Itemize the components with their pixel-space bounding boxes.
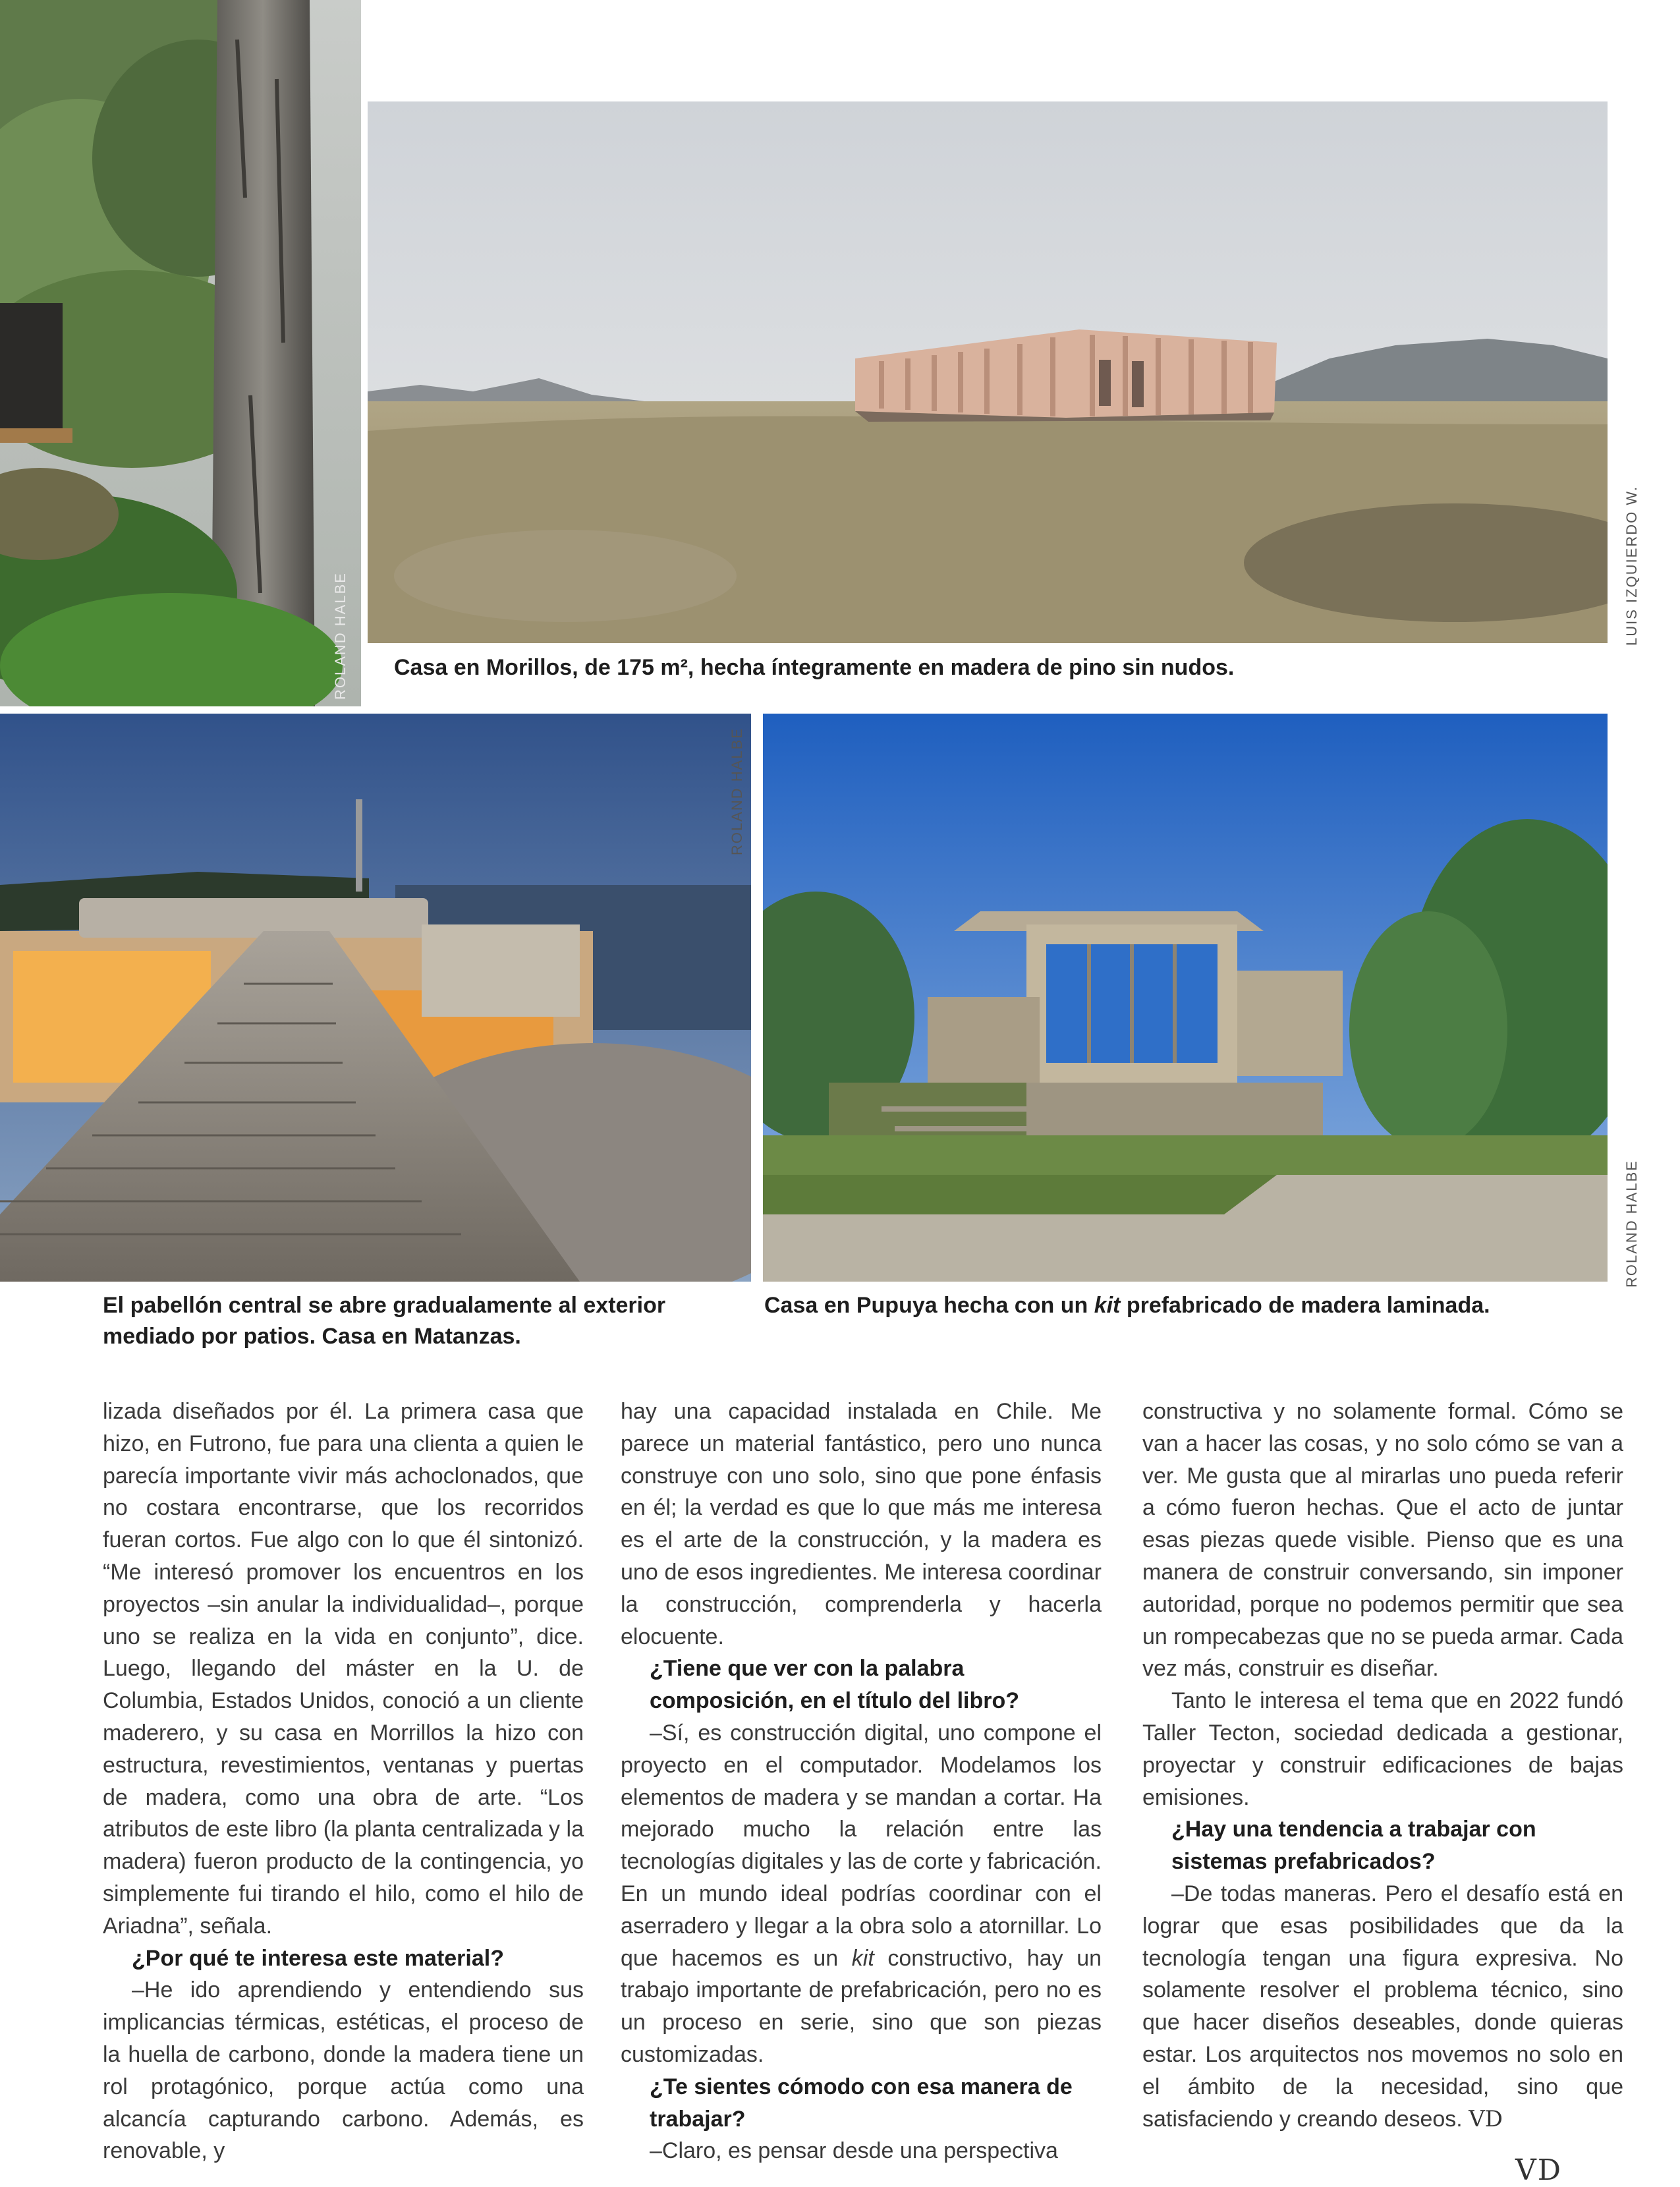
photo-credit-morillos: LUIS IZQUIERDO W.: [1623, 485, 1640, 646]
interview-question: ¿Tiene que ver con la palabra composición, en el título del libro?: [650, 1656, 1020, 1714]
interview-answer: [1142, 1878, 1623, 2135]
interview-answer: [621, 1717, 1102, 2071]
magazine-footer-mark: VD: [1515, 2153, 1563, 2187]
caption-matanzas: El pabellón central se abre gradualamente al exterior mediado por patios. Casa en Matanzas.: [103, 1293, 666, 1349]
paragraph: hay una capacidad instalada en Chile. Me parece un material fantástico, pero uno nunca construye con uno solo, sino que pone énfasis en él; la verdad es que lo que más me interesa es el arte de la construcción, y la madera es uno de esos ingredientes. Me interesa coordinar la construcción, comprenderla y hacerla elocuente.: [621, 1399, 1102, 1649]
photo-casa-morillos: [368, 101, 1608, 643]
caption-pupuya-part2: prefabricado de madera laminada.: [1120, 1293, 1490, 1318]
article-column-1: [103, 1396, 584, 2167]
matanzas-illustration: [0, 714, 751, 1282]
photo-casa-pupuya: [763, 714, 1608, 1282]
answer-text: constructivo, hay un trabajo importante de prefabricación, pero no es un proceso en serie, sino que son piezas customizadas.: [621, 1945, 1102, 2067]
caption-pupuya: [764, 1290, 1608, 1321]
photo-casa-matanzas: [0, 714, 751, 1282]
photo-credit-forest: ROLAND HALBE: [332, 572, 349, 700]
end-mark: VD: [1469, 2105, 1503, 2132]
paragraph: lizada diseñados por él. La primera casa que hizo, en Futrono, fue para una clienta a quien le parecía importante vivir más achoclonados, que no costara encontrarse, que los recorridos fueran cortos. Fue algo con lo que él sintonizó. “Me interesó promover los encuentros en los proyectos –sin anular la individualidad–, porque uno se realiza en la vida en conjunto”, dice. Luego, llegando del máster en la U. de Columbia, Estados Unidos, conoció a un cliente maderero, y su casa en Morrillos la hizo con estructura, revestimientos, ventanas y puertas de madera, como una obra de arte. “Los atributos de este libro (la planta centralizada y la madera) fueron producto de la contingencia, yo simplemente fui tirando el hilo, como el hilo de Ariadna”, señala.: [103, 1399, 584, 1939]
answer-text: –Sí, es construcción digital, uno compone el proyecto en el computador. Modelamos los elementos de madera y se mandan a cortar. Ha mejorado mucho la relación entre las tecnologías digitales y las de corte y fabricación. En un mundo ideal podrías coordinar con el aserradero y llegar a la obra solo a atornillar. Lo que hacemos es un: [621, 1720, 1102, 1971]
pupuya-illustration: [763, 714, 1608, 1282]
interview-question: ¿Hay una tendencia a trabajar con sistemas prefabricados?: [1171, 1817, 1536, 1875]
interview-answer: –He ido aprendiendo y entendiendo sus implicancias térmicas, estéticas, el proceso de la huella de carbono, donde la madera tiene un rol protagónico, porque actúa como una alcancía capturando carbono. Además, es renovable, y: [103, 1977, 584, 2164]
interview-answer: –Claro, es pensar desde una perspectiva: [650, 2138, 1058, 2164]
photo-forest-house: [0, 0, 361, 706]
caption-morillos: Casa en Morillos, de 175 m², hecha íntegramente en madera de pino sin nudos.: [394, 655, 1235, 680]
article-column-2: [621, 1396, 1102, 2167]
answer-italic: kit: [851, 1945, 874, 1971]
photo-credit-matanzas: ROLAND HALBE: [729, 727, 745, 855]
interview-question: ¿Te sientes cómodo con esa manera de trabajar?: [650, 2074, 1073, 2132]
caption-pupuya-italic: kit: [1094, 1293, 1121, 1318]
paragraph: constructiva y no solamente formal. Cómo se van a hacer las cosas, y no solo cómo se van a ver. Me gusta que al mirarlas uno pueda referir a cómo fueron hechas. Que el acto de juntar esas piezas quede visible. Pienso que es una manera de construir conversando, sin imponer autoridad, porque no podemos permitir que sea un rompecabezas que no se pueda armar. Cada vez más, construir es diseñar.: [1142, 1399, 1623, 1682]
caption-pupuya-part1: Casa en Pupuya hecha con un: [764, 1293, 1094, 1318]
photo-credit-pupuya: ROLAND HALBE: [1623, 1160, 1640, 1288]
answer-text: –De todas maneras. Pero el desafío está en lograr que esas posibilidades que da la tecnología tengan una figura expresiva. No solamente resolver el problema técnico, sino que hacer diseños deseables, donde quieras estar. Los arquitectos nos movemos no solo en el ámbito de la necesidad, sino que satisfaciendo y creando deseos.: [1142, 1881, 1623, 2132]
article-column-3: [1142, 1396, 1623, 2135]
forest-illustration: [0, 0, 361, 706]
interview-question: ¿Por qué te interesa este material?: [132, 1945, 504, 1971]
paragraph: Tanto le interesa el tema que en 2022 fundó Taller Tecton, sociedad dedicada a gestionar, proyectar y construir edificaciones de bajas emisiones.: [1142, 1688, 1623, 1810]
morillos-illustration: [368, 101, 1608, 643]
